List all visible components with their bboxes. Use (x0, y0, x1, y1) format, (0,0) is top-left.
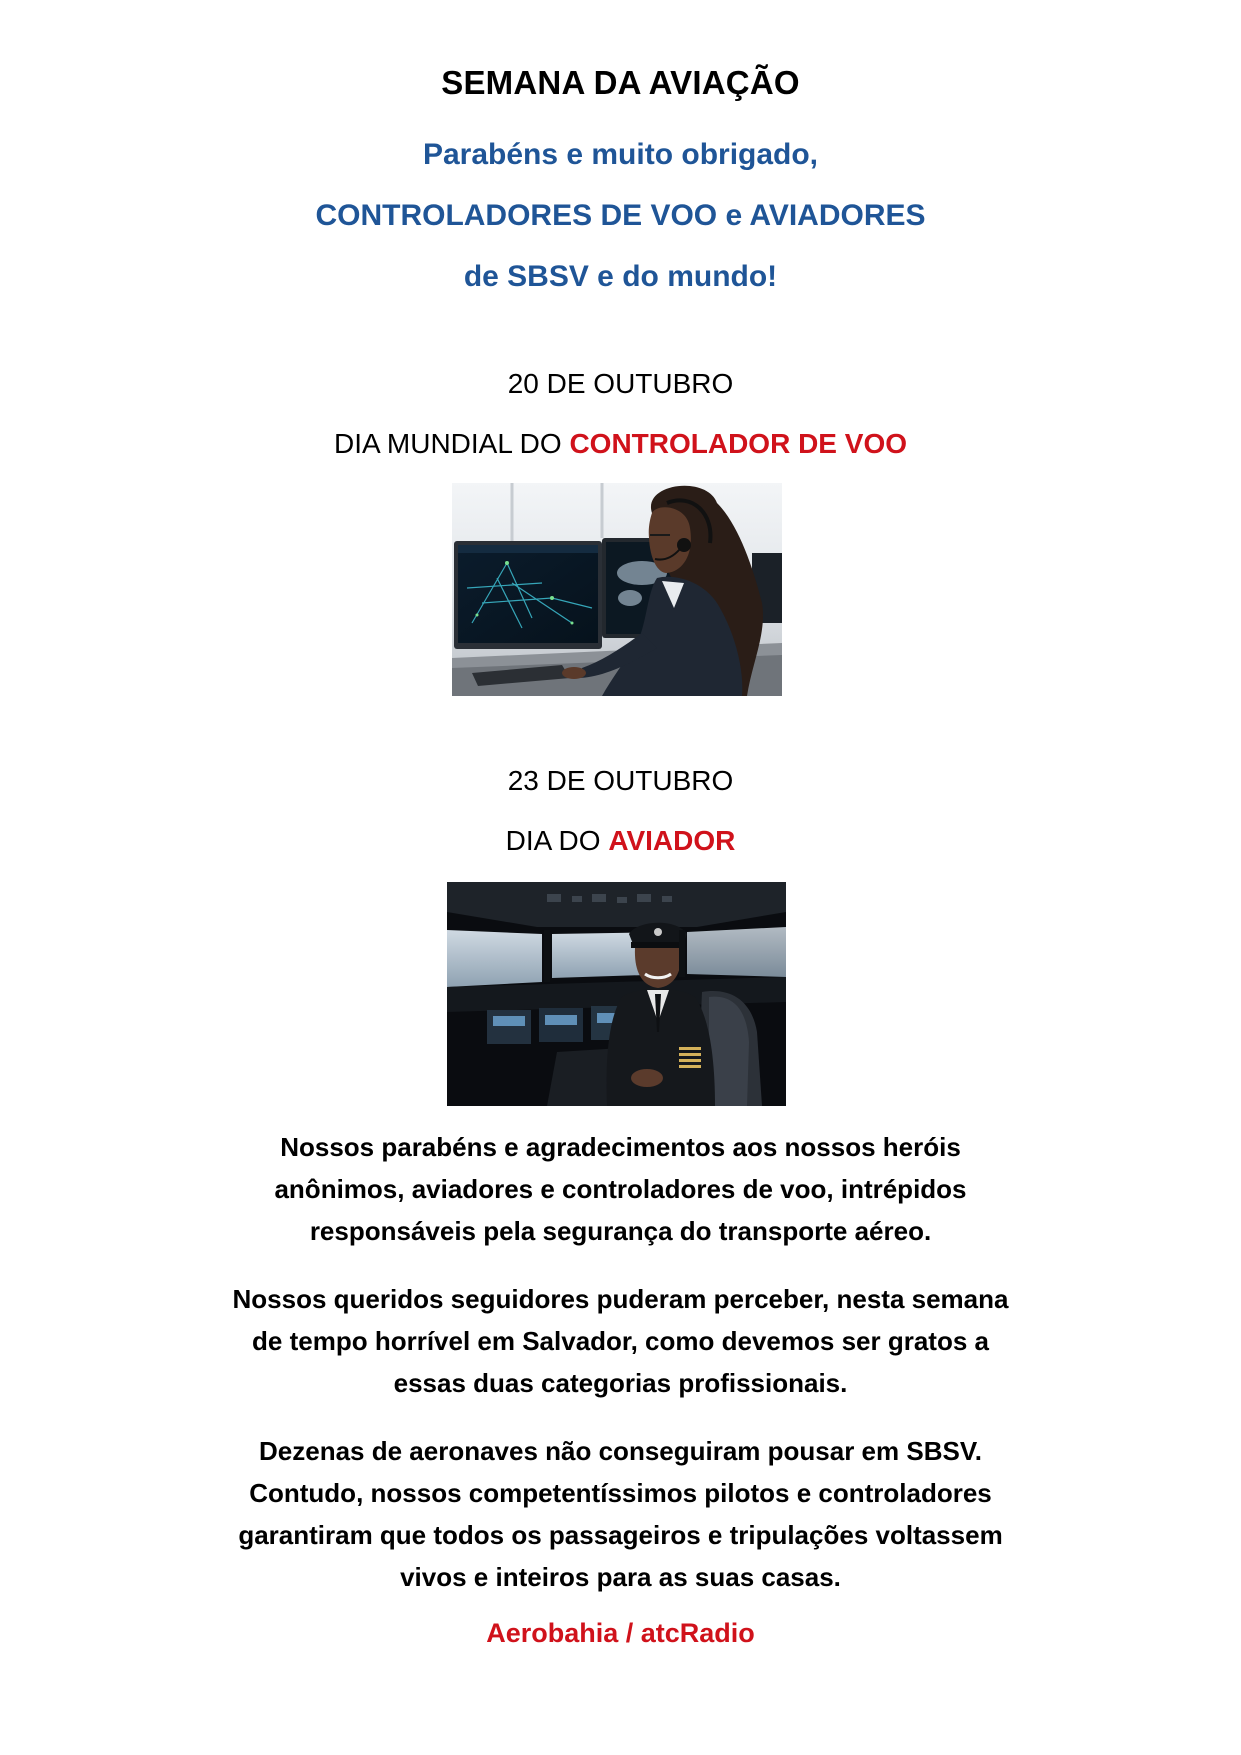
paragraph-weather (0, 1278, 1241, 1404)
paragraph-thanks (0, 1126, 1241, 1252)
controller-day-highlight: CONTROLADOR DE VOO (569, 428, 907, 459)
page-title: SEMANA DA AVIAÇÃO (441, 64, 800, 101)
paragraph-thanks-line-3: responsáveis pela segurança do transporte aéreo. (309, 1216, 932, 1246)
pilot-cockpit-photo (447, 882, 786, 1106)
aviator-date: 23 DE OUTUBRO (507, 765, 734, 796)
paragraph-thanks-line-2: anônimos, aviadores e controladores de voo, intrépidos (274, 1174, 967, 1204)
paragraph-weather-line-2: de tempo horrível em Salvador, como devemos ser gratos a (252, 1326, 989, 1356)
paragraph-safety (0, 1430, 1241, 1598)
subtitle-line-3: de SBSV e do mundo! (463, 260, 778, 293)
paragraph-safety-line-4: vivos e inteiros para as suas casas. (400, 1562, 841, 1592)
air-traffic-controller-illustration (452, 483, 782, 696)
subtitle-line-1: Parabéns e muito obrigado, (422, 138, 819, 171)
paragraph-weather-line-1: Nossos queridos seguidores puderam perceber, nesta semana (232, 1284, 1009, 1314)
paragraph-safety-line-1: Dezenas de aeronaves não conseguiram pousar em SBSV. (259, 1436, 982, 1466)
air-traffic-controller-photo (452, 483, 782, 696)
controller-day-heading (0, 428, 1241, 460)
aviator-day-highlight: AVIADOR (608, 825, 736, 856)
paragraph-weather-line-3: essas duas categorias profissionais. (393, 1368, 848, 1398)
aviator-day-prefix: DIA DO (505, 825, 609, 856)
signature: Aerobahia / atcRadio (486, 1618, 755, 1648)
paragraph-safety-line-3: garantiram que todos os passageiros e tripulações voltassem (238, 1520, 1003, 1550)
paragraph-safety-line-2: Contudo, nossos competentíssimos pilotos e controladores (249, 1478, 992, 1508)
paragraph-thanks-line-1: Nossos parabéns e agradecimentos aos nossos heróis (280, 1132, 961, 1162)
controller-date: 20 DE OUTUBRO (507, 368, 734, 399)
subtitle-line-2: CONTROLADORES DE VOO e AVIADORES (315, 199, 926, 232)
controller-day-prefix: DIA MUNDIAL DO (333, 428, 570, 459)
pilot-cockpit-illustration (447, 882, 786, 1106)
aviator-day-heading (0, 825, 1241, 857)
